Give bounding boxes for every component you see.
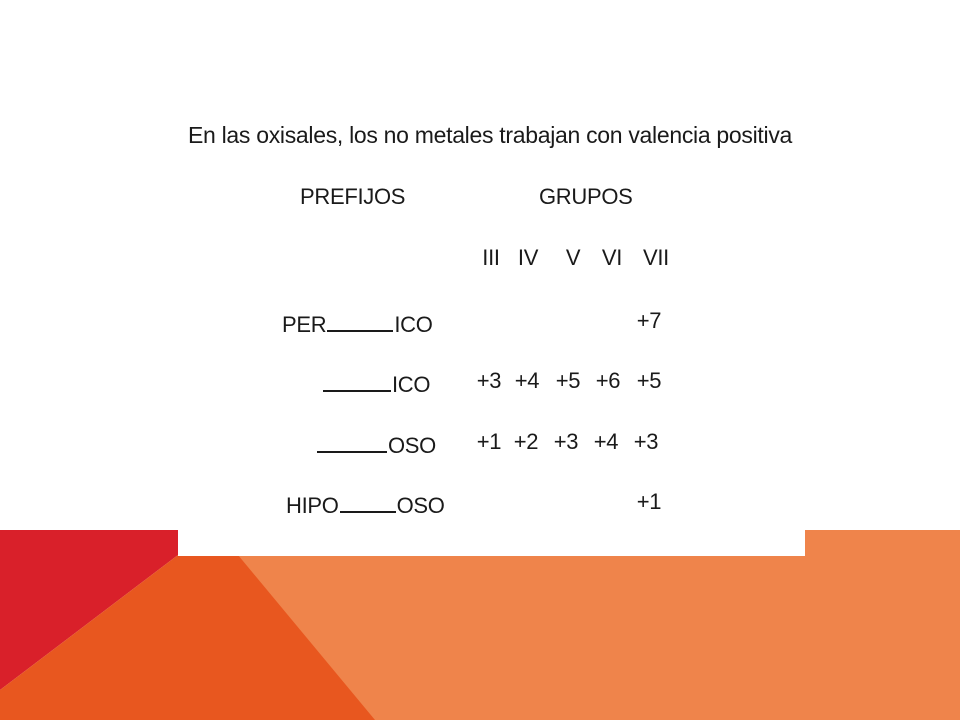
prefix-blank [340,491,396,513]
group-header-vi: VI [601,245,623,270]
content-card [178,0,805,556]
group-header-v: V [565,245,581,270]
value-per-ico-vii: +7 [636,308,662,333]
prefix-start: PER [282,312,327,337]
prefix-suffix: ICO [392,372,431,397]
header-grupos: GRUPOS [539,184,633,209]
slide-title: En las oxisales, los no metales trabajan con valencia positiva [188,122,793,148]
prefix-ico [322,370,430,396]
group-header-iv: IV [517,245,539,270]
prefix-blank [323,370,391,392]
value-ico-iii: +3 [476,368,502,393]
value-oso-iv: +2 [513,429,539,454]
value-ico-vii: +5 [636,368,662,393]
header-prefijos: PREFIJOS [300,184,406,209]
value-oso-iii: +1 [476,429,502,454]
prefix-suffix: ICO [394,312,433,337]
value-oso-vii: +3 [633,429,659,454]
prefix-blank [327,310,393,332]
prefix-suffix: OSO [396,493,445,518]
prefix-suffix: OSO [388,433,436,458]
prefix-oso [316,431,436,457]
prefix-per-ico [282,310,433,336]
value-hipo-oso-vii: +1 [636,489,662,514]
prefix-start: HIPO [286,493,339,518]
value-ico-v: +5 [555,368,581,393]
prefix-hipo-oso [286,491,445,517]
value-oso-vi: +4 [593,429,619,454]
value-ico-vi: +6 [595,368,621,393]
group-header-iii: III [482,245,500,270]
prefix-blank [317,431,387,453]
group-header-vii: VII [643,245,669,270]
value-ico-iv: +4 [514,368,540,393]
value-oso-v: +3 [553,429,579,454]
